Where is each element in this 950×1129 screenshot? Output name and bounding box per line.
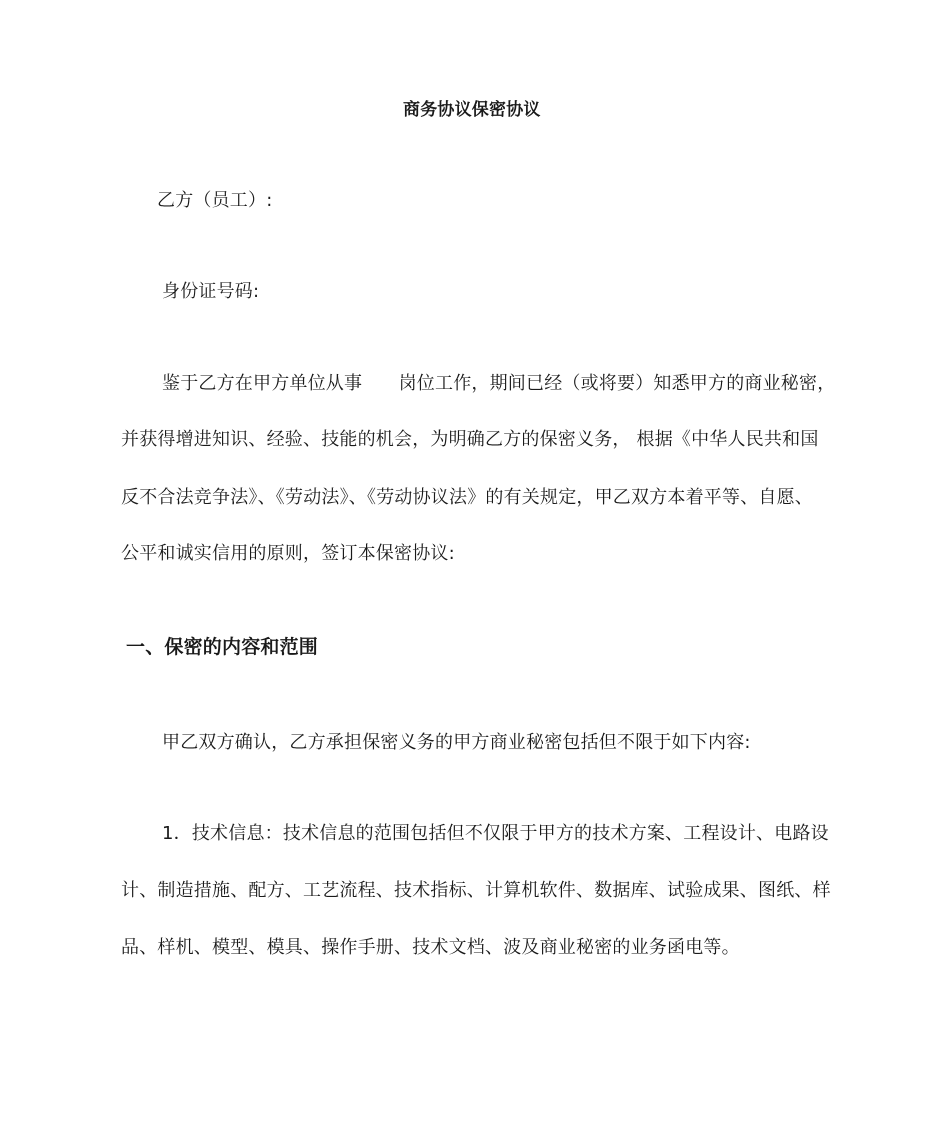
id-number-label: 身份证号码:	[162, 281, 260, 302]
preamble-line-3: 反不合法竞争法》、《劳动法》、《劳动协议法》的有关规定，甲乙双方本着平等、自愿、	[121, 487, 813, 508]
preamble-line-2: 并获得增进知识、经验、技能的机会，为明确乙方的保密义务， 根据《中华人民共和国	[121, 429, 819, 450]
document-title: 商务协议保密协议	[403, 100, 541, 120]
preamble-line-1: 鉴于乙方在甲方单位从事 岗位工作，期间已经（或将要）知悉甲方的商业秘密，	[162, 373, 836, 394]
section-1-intro: 甲乙双方确认，乙方承担保密义务的甲方商业秘密包括但不限于如下内容:	[162, 732, 751, 753]
preamble-line-4: 公平和诚实信用的原则，签订本保密协议:	[121, 543, 455, 564]
item-1-line-1: 1．技术信息：技术信息的范围包括但不仅限于甲方的技术方案、工程设计、电路设	[162, 823, 829, 844]
section-1-heading: 一、保密的内容和范围	[126, 636, 319, 658]
item-1-line-3: 品、样机、模型、模具、操作手册、技术文档、波及商业秘密的业务函电等。	[121, 937, 740, 958]
party-b-label: 乙方（员工）:	[157, 190, 273, 211]
item-1-line-2: 计、制造措施、配方、工艺流程、技术指标、计算机软件、数据库、试验成果、图纸、样	[121, 880, 831, 901]
